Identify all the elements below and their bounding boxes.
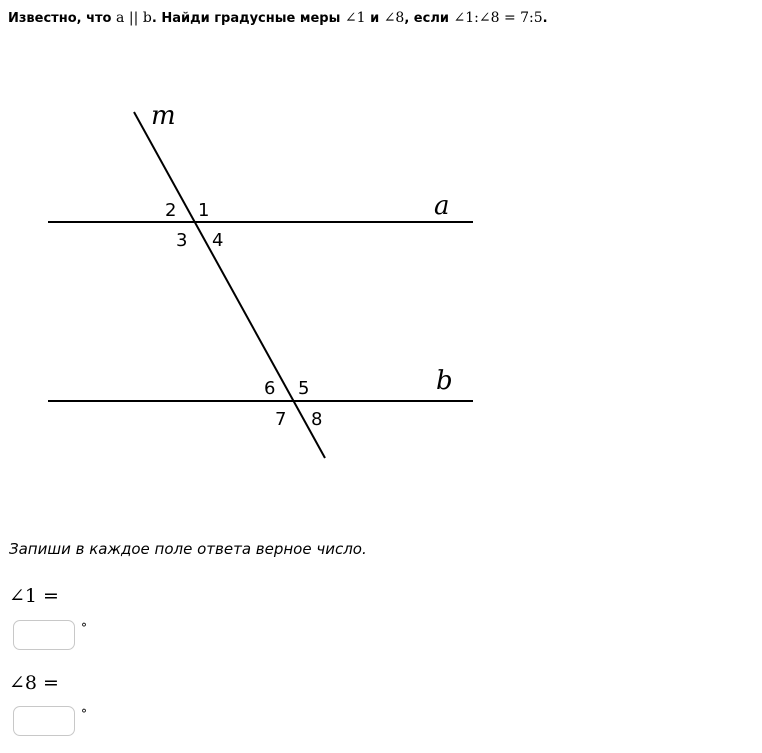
degree-sign-angle-1: ° — [81, 621, 87, 635]
angle-number-1: 1 — [198, 200, 210, 221]
problem-middle: . Найди градусные меры — [151, 11, 341, 26]
line-a-symbol: a — [116, 10, 125, 26]
angle-8-symbol: ∠8 — [383, 10, 405, 26]
answer-input-angle-8[interactable] — [13, 706, 75, 736]
angle-number-8: 8 — [311, 409, 323, 430]
degree-sign-angle-8: ° — [81, 707, 87, 721]
line-b-symbol: b — [142, 10, 152, 26]
angle-number-7: 7 — [275, 409, 287, 430]
angle-number-3: 3 — [176, 230, 188, 251]
angle-1-symbol: ∠1 — [344, 10, 366, 26]
label-b: b — [436, 366, 453, 396]
answer-label-angle-1: ∠1 = — [9, 585, 59, 607]
angle-number-6: 6 — [264, 378, 276, 399]
instruction-text: Запиши в каждое поле ответа верное число. — [9, 540, 367, 558]
answer-input-angle-1[interactable] — [13, 620, 75, 650]
label-a: a — [434, 191, 450, 221]
answer-label-angle-8: ∠8 = — [9, 672, 59, 694]
problem-prefix: Известно, что — [8, 11, 112, 26]
angle-number-5: 5 — [298, 378, 310, 399]
label-m: m — [151, 101, 176, 131]
angle-number-4: 4 — [212, 230, 224, 251]
condition-prefix: , если — [404, 11, 449, 26]
angle-number-2: 2 — [165, 200, 177, 221]
ratio: ∠1:∠8 = 7:5 — [453, 10, 543, 26]
parallel-symbol: || — [128, 10, 139, 26]
problem-conj: и — [370, 11, 380, 26]
transversal-m — [134, 112, 325, 458]
problem-end: . — [542, 11, 548, 26]
